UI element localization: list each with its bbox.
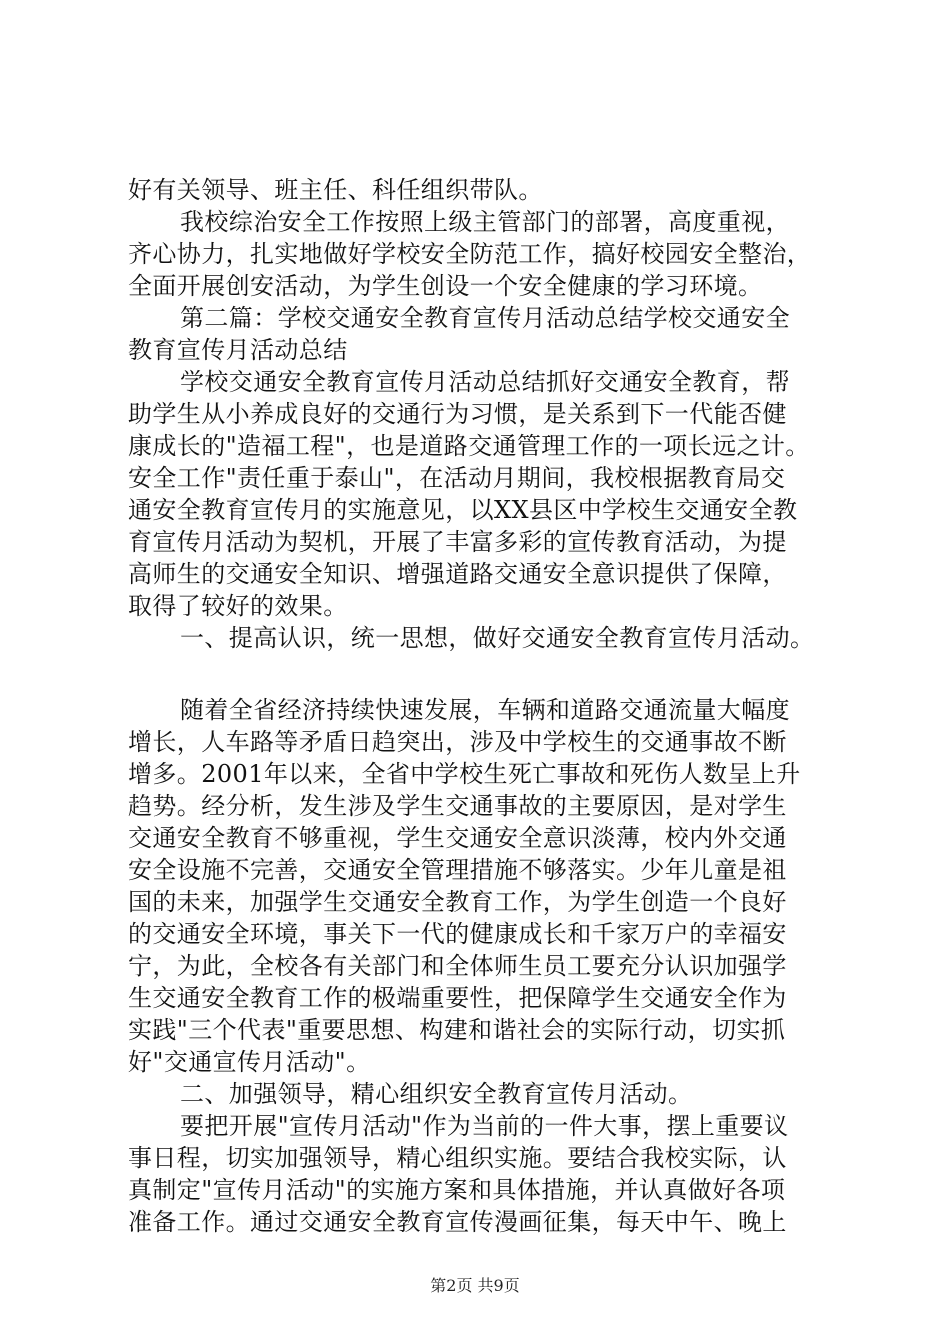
text-line: 我校综治安全工作按照上级主管部门的部署，高度重视， <box>180 208 790 236</box>
text-line: 国的未来，加强学生交通安全教育工作，为学生创造一个良好 <box>128 888 787 916</box>
text-line: 二、加强领导，精心组织安全教育宣传月活动。 <box>180 1080 693 1108</box>
text-line: 全面开展创安活动，为学生创设一个安全健康的学习环境。 <box>128 272 763 300</box>
text-line: 增长，人车路等矛盾日趋突出，涉及中学校生的交通事故不断 <box>128 728 787 756</box>
text-line: 安全工作"责任重于泰山"，在活动月期间，我校根据教育局交 <box>128 464 786 492</box>
text-line: 宁，为此，全校各有关部门和全体师生员工要充分认识加强学 <box>128 952 787 980</box>
text-line: 一、提高认识，统一思想，做好交通安全教育宣传月活动。 <box>180 624 815 652</box>
text-line: 趋势。经分析，发生涉及学生交通事故的主要原因，是对学生 <box>128 792 787 820</box>
text-line: 康成长的"造福工程"，也是道路交通管理工作的一项长远之计。 <box>128 432 810 460</box>
text-line: 齐心协力，扎实地做好学校安全防范工作，搞好校园安全整治， <box>128 240 812 268</box>
text-line: 好有关领导、班主任、科任组织带队。 <box>128 176 543 204</box>
text-line: 的交通安全环境，事关下一代的健康成长和千家万户的幸福安 <box>128 920 787 948</box>
text-line: 准备工作。通过交通安全教育宣传漫画征集，每天中午、晚上 <box>128 1208 787 1236</box>
document-body <box>128 174 838 1238</box>
text-line: 事日程，切实加强领导，精心组织实施。要结合我校实际，认 <box>128 1144 787 1172</box>
text-line: 学校交通安全教育宣传月活动总结抓好交通安全教育，帮 <box>180 368 790 396</box>
text-line: 育宣传月活动为契机，开展了丰富多彩的宣传教育活动，为提 <box>128 528 787 556</box>
text-line: 要把开展"宣传月活动"作为当前的一件大事，摆上重要议 <box>180 1112 789 1140</box>
text-line: 交通安全教育不够重视，学生交通安全意识淡薄，校内外交通 <box>128 824 787 852</box>
text-line: 助学生从小养成良好的交通行为习惯，是关系到下一代能否健 <box>128 400 787 428</box>
text-line: 取得了较好的效果。 <box>128 592 348 620</box>
text-line: 生交通安全教育工作的极端重要性，把保障学生交通安全作为 <box>128 984 787 1012</box>
text-line: 高师生的交通安全知识、增强道路交通安全意识提供了保障， <box>128 560 787 588</box>
text-line: 真制定"宣传月活动"的实施方案和具体措施，并认真做好各项 <box>128 1176 786 1204</box>
text-line: 通安全教育宣传月的实施意见，以XX县区中学校生交通安全教 <box>128 496 798 524</box>
text-line: 实践"三个代表"重要思想、构建和谐社会的实际行动，切实抓 <box>128 1016 786 1044</box>
text-line: 好"交通宣传月活动"。 <box>128 1048 371 1076</box>
text-line: 安全设施不完善，交通安全管理措施不够落实。少年儿童是祖 <box>128 856 787 884</box>
text-line: 第二篇：学校交通安全教育宣传月活动总结学校交通安全 <box>180 304 790 332</box>
text-line: 增多。2001年以来，全省中学校生死亡事故和死伤人数呈上升 <box>128 760 801 788</box>
text-line: 随着全省经济持续快速发展，车辆和道路交通流量大幅度 <box>180 696 790 724</box>
text-line: 教育宣传月活动总结 <box>128 336 348 364</box>
page-footer: 第2页 共9页 <box>430 1276 520 1295</box>
